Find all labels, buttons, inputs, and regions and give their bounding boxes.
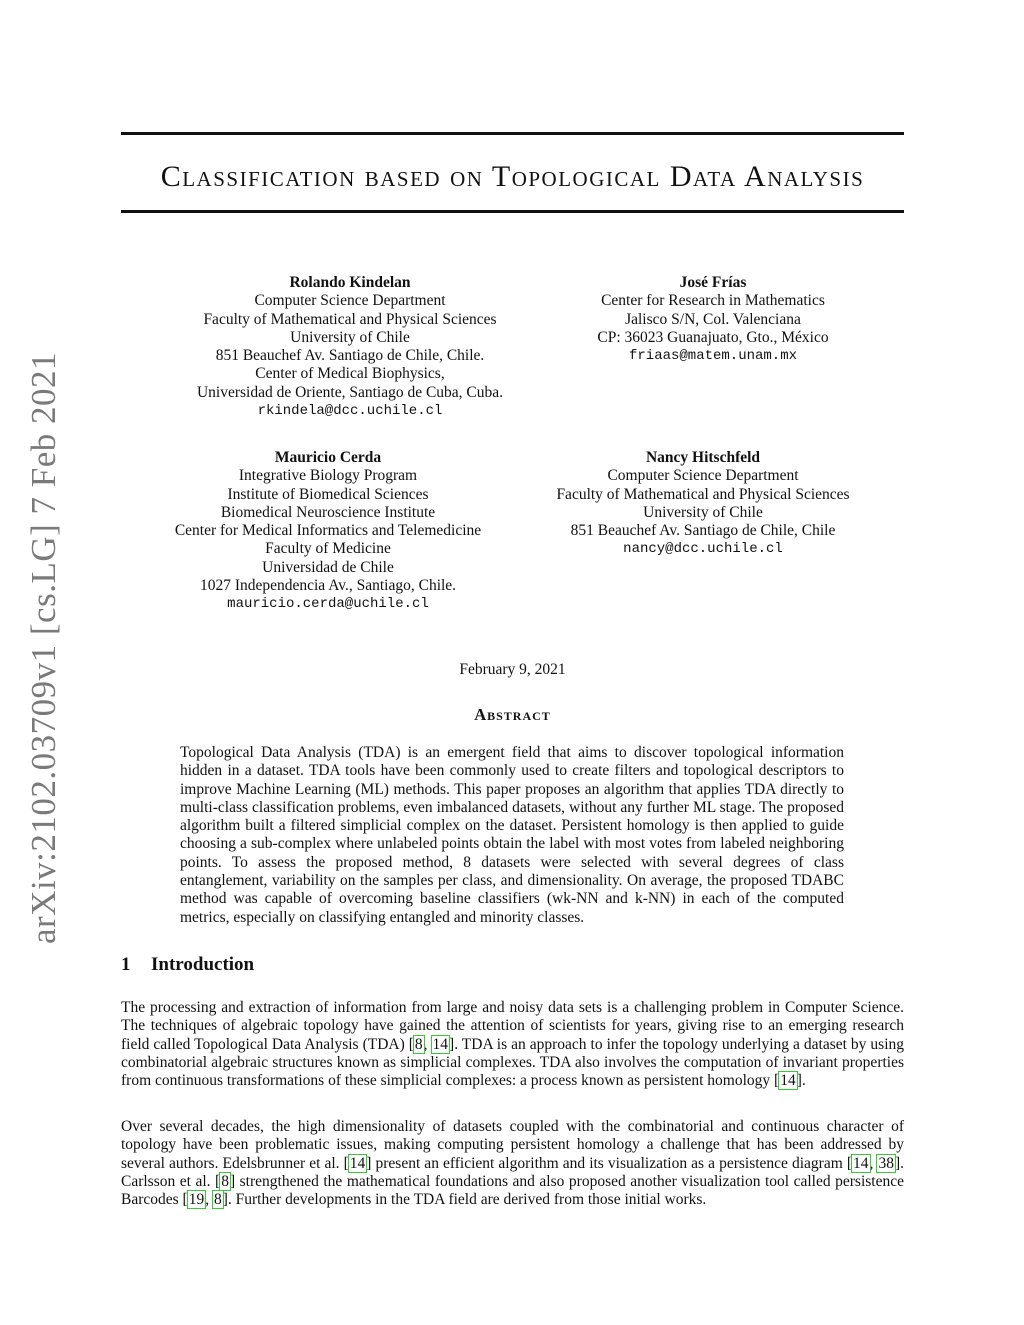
author-email[interactable]: rkindela@dcc.uchile.cl [257, 403, 443, 420]
citation-link[interactable]: 8 [213, 1191, 222, 1209]
section-heading-introduction [121, 954, 254, 976]
author-affiliation-line: 1027 Independencia Av., Santiago, Chile. [199, 577, 457, 595]
paragraph-text: The processing and extraction of information from large and noisy data sets is a challenging problem in Computer Science. The techniques of algebraic topology have gained the attention of scientists for years, giving rise to an emerging research field called Topological Data Analysis (TDA) [ [121, 999, 904, 1053]
author-name: Mauricio Cerda [274, 449, 382, 466]
citation-separator: , [869, 1154, 878, 1172]
paper-title: Classification based on Topological Data Analysis [160, 160, 865, 193]
author-email[interactable]: mauricio.cerda@uchile.cl [227, 596, 429, 613]
author-email[interactable]: friaas@matem.unam.mx [628, 348, 798, 365]
author-affiliation-line: University of Chile [643, 503, 763, 521]
paragraph-text: ] strengthened the mathematical foundations and also proposed another visualization tool called persistence Barcodes [ [121, 1172, 904, 1209]
author-affiliation-line: Institute of Biomedical Sciences [227, 485, 429, 503]
intro-paragraph-1 [121, 999, 904, 1090]
citation-link[interactable]: 14 [349, 1154, 366, 1172]
author-affiliation-line: Integrative Biology Program [238, 467, 418, 485]
author-name: Nancy Hitschfeld [645, 449, 761, 466]
title-top-rule [121, 132, 904, 135]
citation-separator: , [205, 1191, 213, 1209]
citation-link[interactable]: 14 [780, 1072, 796, 1090]
author-block-frias [538, 274, 888, 365]
paragraph-text: ]. TDA is an approach to infer the topology underlying a dataset by using combinatorial algebraic structures known as simplicial complexes. TDA also involves the computation of invariant properties from continuous transformations of these simplicial complexes: a process known as persistent homology [ [121, 1035, 905, 1090]
author-affiliation-line: Universidad de Chile [262, 558, 394, 576]
citation-link[interactable]: 14 [853, 1154, 869, 1172]
author-affiliation-line: Biomedical Neuroscience Institute [220, 503, 436, 521]
citation-link[interactable]: 38 [878, 1154, 894, 1172]
section-number: 1 [121, 954, 131, 975]
author-affiliation-line: 851 Beauchef Av. Santiago de Chile, Chile [570, 522, 836, 540]
section-title: Introduction [151, 954, 255, 975]
paragraph-text: ] present an efficient algorithm and its visualization as a persistence diagram [ [366, 1154, 853, 1172]
author-affiliation-line: Faculty of Mathematical and Physical Sciences [556, 485, 850, 503]
author-affiliation-line: University of Chile [290, 328, 410, 346]
paragraph-text: Over several decades, the high dimensionality of datasets coupled with the combinatorial and continuous character of topology have been problematic issues, making computing persistent homology a challenge that has been addressed by several authors. Edelsbrunner et al. [ [121, 1118, 904, 1172]
author-name: Rolando Kindelan [289, 274, 411, 291]
citation-link[interactable]: 8 [414, 1035, 423, 1053]
arxiv-identifier-stamp: arXiv:2102.03709v1 [cs.LG] 7 Feb 2021 [24, 351, 63, 945]
author-affiliation-line: Center of Medical Biophysics, [255, 365, 445, 383]
paragraph-text: ]. Further developments in the TDA field are derived from those initial works. [222, 1191, 707, 1209]
author-affiliation-line: Faculty of Medicine [265, 540, 391, 558]
title-bottom-rule [121, 210, 904, 213]
abstract-text: Topological Data Analysis (TDA) is an emergent field that aims to discover topological information hidden in a dataset. TDA tools have been commonly used to create filters and topological descriptors to improve Machine Learning (ML) methods. This paper proposes an algorithm that applies TDA directly to multi-class classification problems, even imbalanced datasets, without any further ML stage. The proposed algorithm built a filtered simplicial complex on the dataset. Persistent homology is then applied to guide choosing a sub-complex where unlabeled points obtain the label with most votes from labeled neighboring points. To assess the proposed method, 8 datasets were selected with several degrees of class entanglement, variability on the samples per class, and dimensionality. On average, the proposed TDABC method was capable of overcoming baseline classifiers (wk-NN and k-NN) in each of the computed metrics, especially on classifying entangled and minority classes. [180, 744, 844, 926]
author-email[interactable]: nancy@dcc.uchile.cl [623, 541, 783, 558]
publication-date: February 9, 2021 [459, 661, 566, 678]
citation-link[interactable]: 14 [432, 1035, 449, 1053]
author-block-hitschfeld [523, 449, 883, 559]
author-block-cerda [128, 449, 528, 614]
intro-paragraph-2 [121, 1118, 904, 1209]
author-affiliation-line: Jalisco S/N, Col. Valenciana [625, 310, 801, 328]
author-affiliation-line: Universidad de Oriente, Santiago de Cuba, Cuba. [196, 383, 504, 401]
paragraph-text: ]. Carlsson et al. [ [121, 1154, 904, 1190]
abstract-heading: Abstract [474, 705, 551, 724]
author-affiliation-line: 851 Beauchef Av. Santiago de Chile, Chile. [215, 347, 485, 365]
author-affiliation-line: Center for Medical Informatics and Telemedicine [174, 522, 482, 540]
citation-separator: , [423, 1035, 432, 1053]
author-name: José Frías [679, 274, 747, 291]
author-affiliation-line: Center for Research in Mathematics [601, 292, 825, 310]
author-affiliation-line: Computer Science Department [254, 292, 446, 310]
citation-link[interactable]: 19 [188, 1191, 205, 1209]
author-affiliation-line: Computer Science Department [607, 467, 799, 485]
author-affiliation-line: Faculty of Mathematical and Physical Sciences [203, 310, 497, 328]
author-affiliation-line: CP: 36023 Guanajuato, Gto., México [597, 328, 829, 346]
paragraph-text: ]. [796, 1072, 806, 1090]
citation-link[interactable]: 8 [221, 1172, 229, 1190]
author-block-kindelan [140, 274, 560, 420]
